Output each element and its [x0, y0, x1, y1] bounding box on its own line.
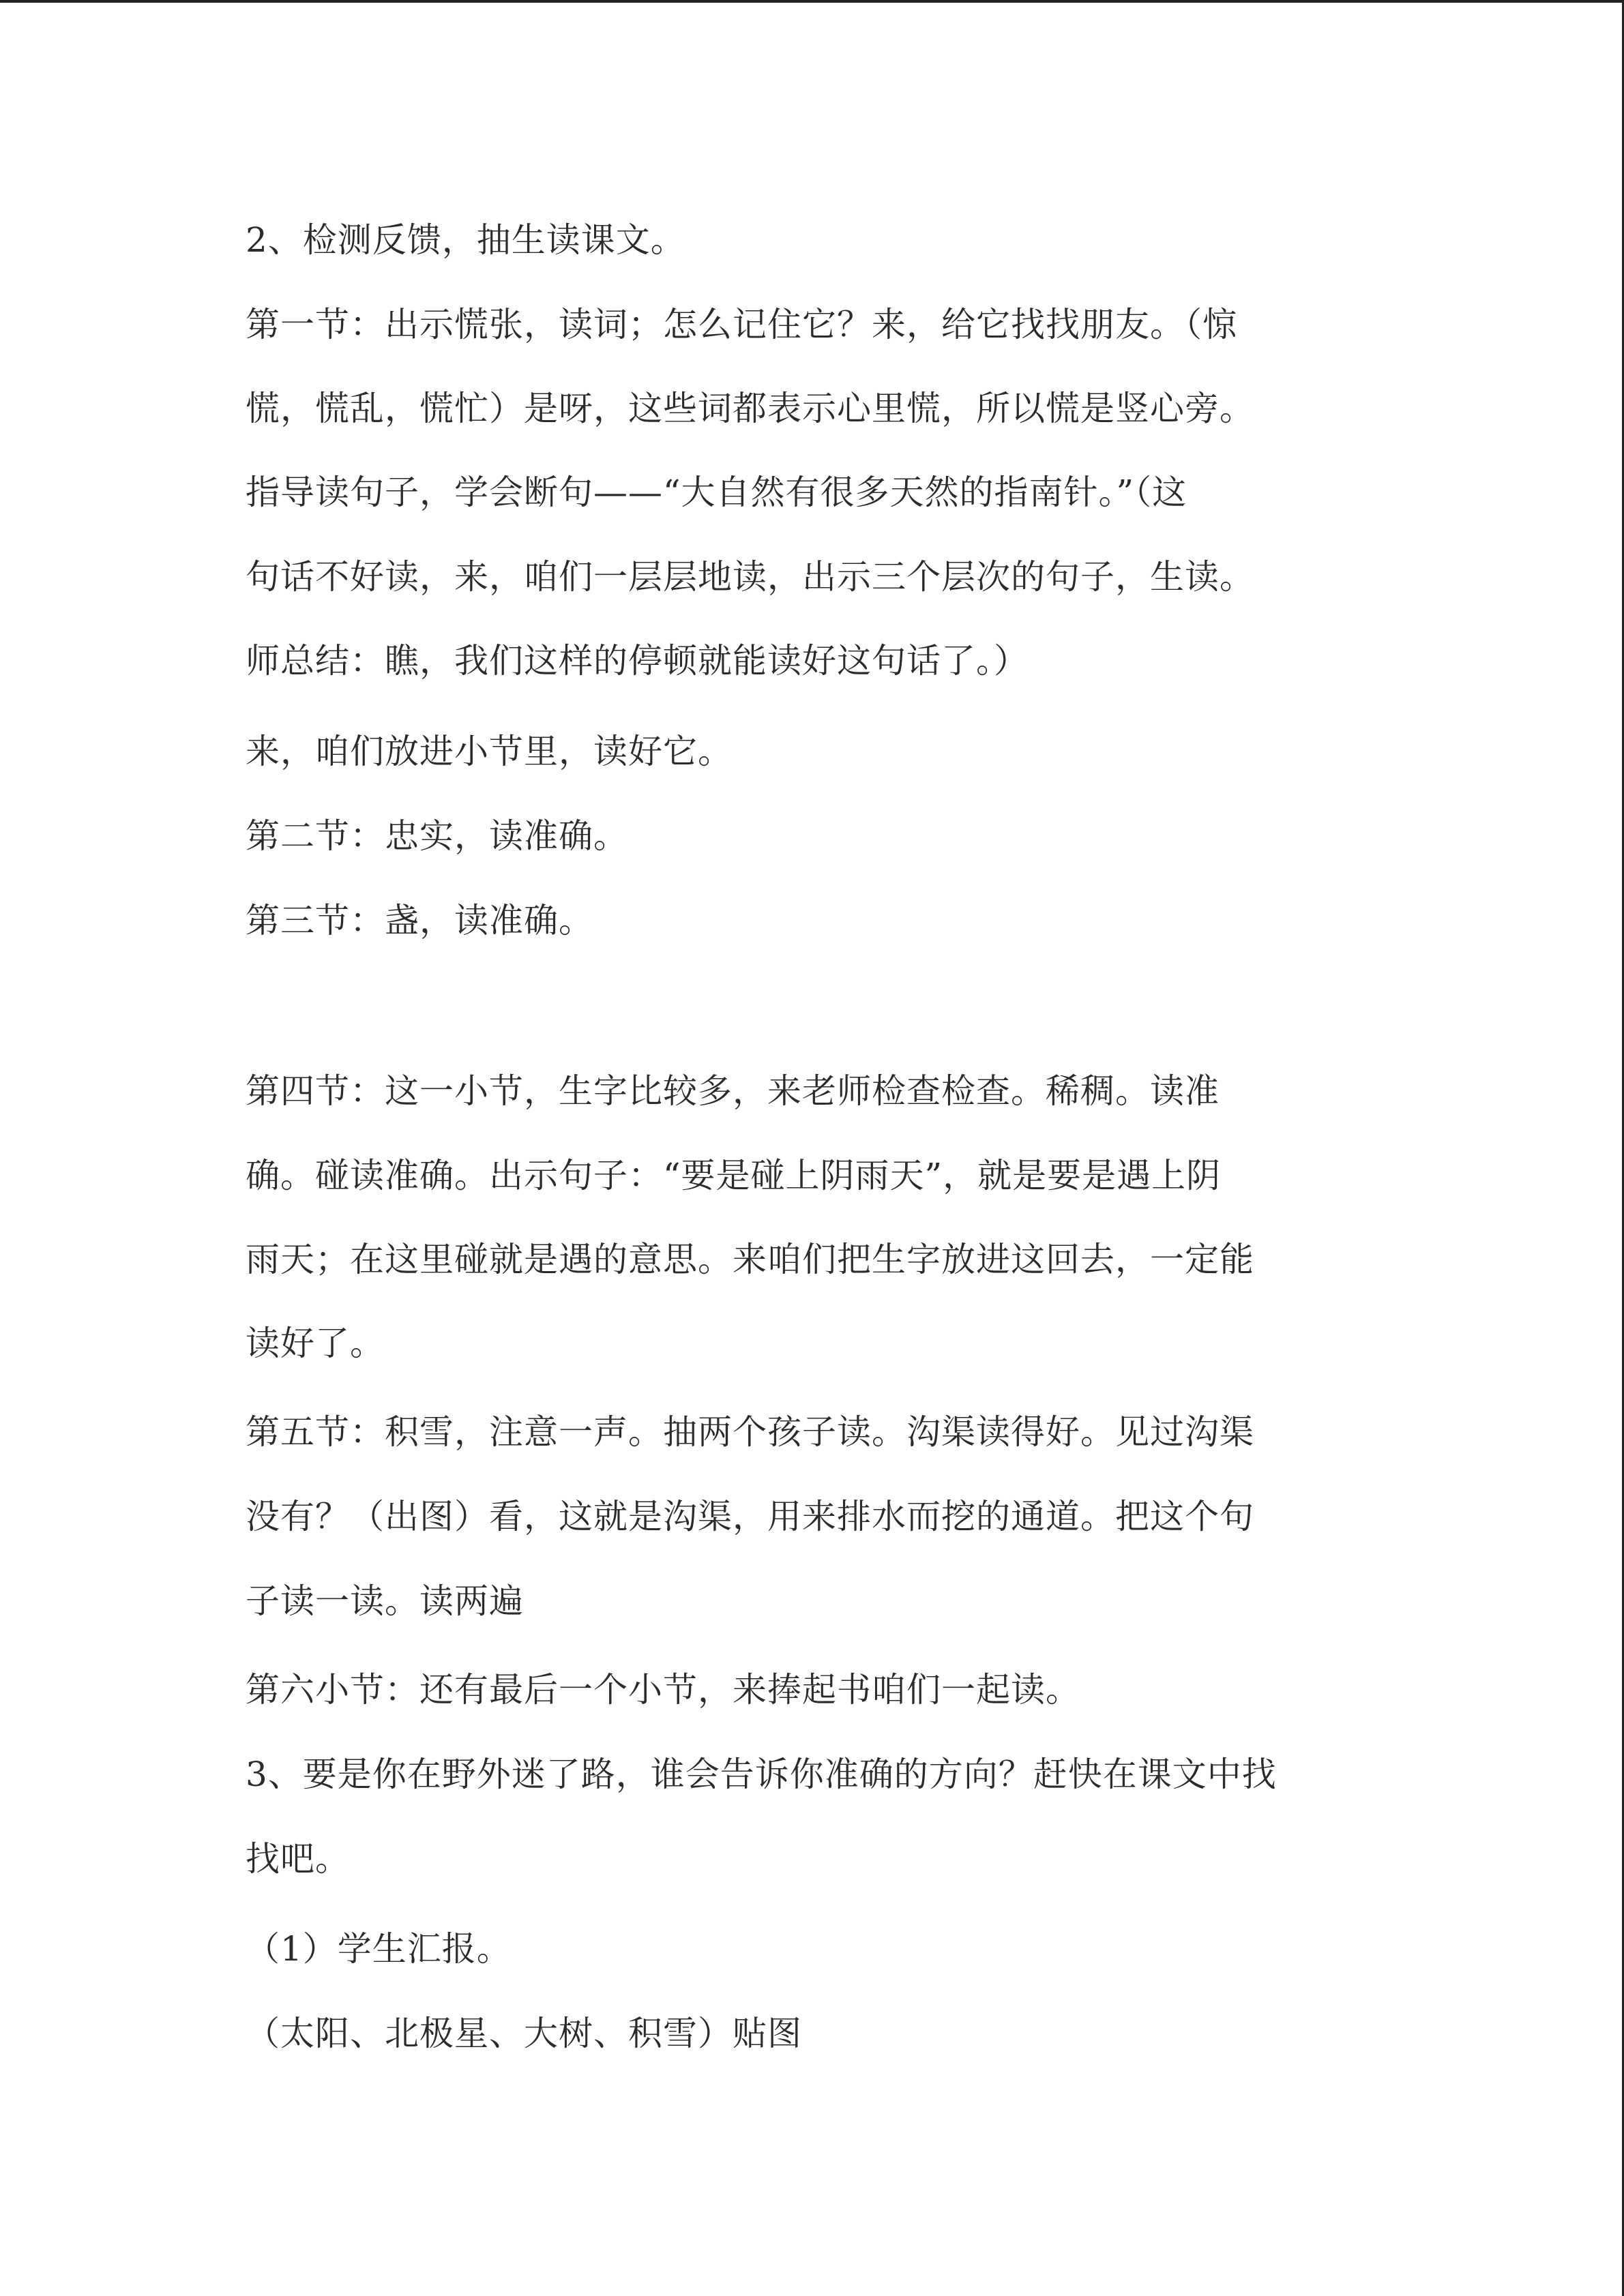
text-line: （1）学生汇报。 [246, 1929, 512, 1969]
text-line: 第二节：忠实，读准确。 [246, 816, 628, 856]
text-line: 句话不好读，来，咱们一层层地读，出示三个层次的句子，生读。 [246, 557, 1254, 597]
text-line: 指导读句子，学会断句——“大自然有很多天然的指南针。”（这 [246, 473, 1187, 512]
text-line: 第三节：盏，读准确。 [246, 901, 593, 940]
text-line: 慌，慌乱，慌忙）是呀，这些词都表示心里慌，所以慌是竖心旁。 [246, 389, 1254, 428]
text-line: 找吧。 [246, 1839, 350, 1879]
text-line: 读好了。 [246, 1324, 385, 1363]
text-line: 第六小节：还有最后一个小节，来捧起书咱们一起读。 [246, 1670, 1080, 1710]
text-line: 第五节：积雪，注意一声。抽两个孩子读。沟渠读得好。见过沟渠 [246, 1412, 1254, 1452]
text-line: 第一节：出示慌张，读词；怎么记住它？来，给它找找朋友。（惊 [246, 305, 1237, 344]
text-line: 来，咱们放进小节里，读好它。 [246, 732, 733, 771]
text-line: 2、检测反馈，抽生读课文。 [246, 220, 685, 260]
text-line: 3、要是你在野外迷了路，谁会告诉你准确的方向？赶快在课文中找 [246, 1755, 1277, 1794]
text-line: 第四节：这一小节，生字比较多，来老师检查检查。稀稠。读准 [246, 1071, 1220, 1111]
text-line: 没有？（出图）看，这就是沟渠，用来排水而挖的通道。把这个句 [246, 1497, 1254, 1536]
text-line: 子读一读。读两遍 [246, 1581, 524, 1621]
text-line: 师总结：瞧，我们这样的停顿就能读好这句话了。） [246, 641, 1029, 681]
text-line: （太阳、北极星、大树、积雪）贴图 [246, 2014, 802, 2053]
text-line: 雨天；在这里碰就是遇的意思。来咱们把生字放进这回去，一定能 [246, 1240, 1254, 1279]
text-line: 确。碰读准确。出示句子：“要是碰上阴雨天”，就是要是遇上阴 [246, 1156, 1222, 1195]
